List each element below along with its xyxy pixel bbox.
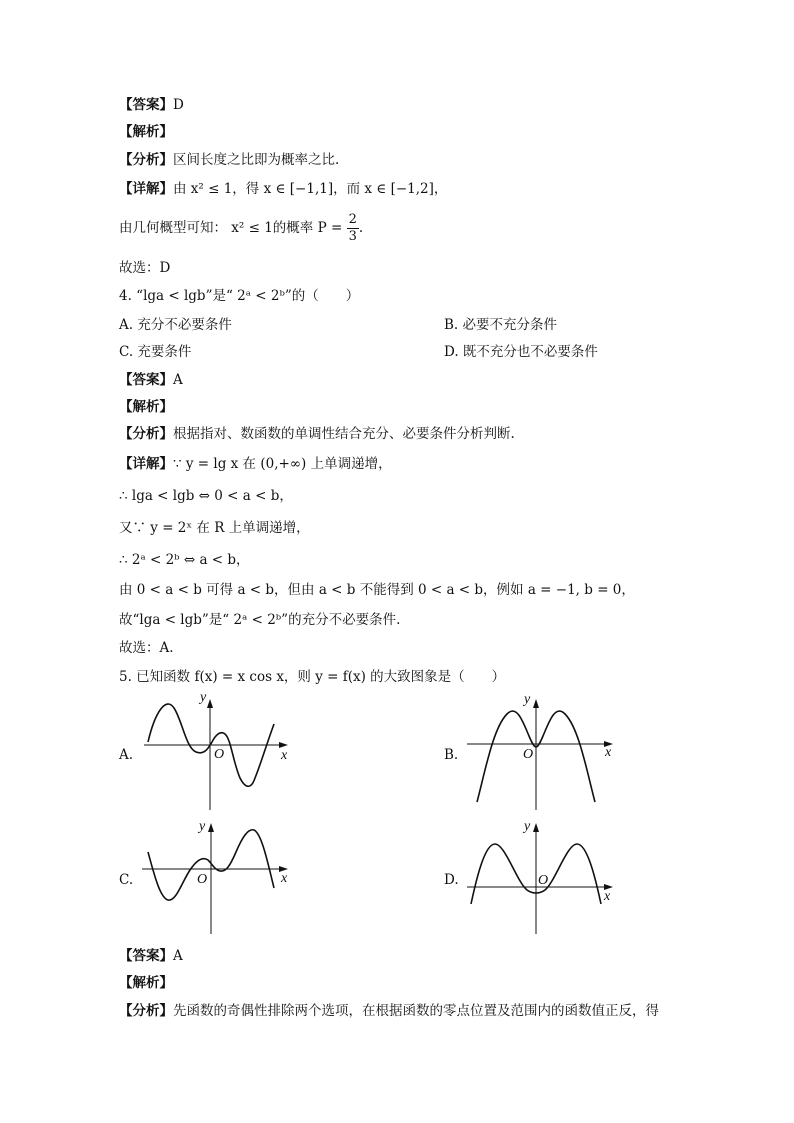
y-axis-label: y: [524, 819, 531, 834]
graph-a-label: A.: [119, 747, 134, 763]
q4-step-3: ∴ 2ᵃ < 2ᵇ ⇔ a < b，: [119, 552, 250, 568]
q4-analysis-tag: 【解析】: [119, 399, 173, 415]
answer-value: A: [173, 948, 183, 964]
q4-step-1: ∴ lga < lgb ⇔ 0 < a < b，: [119, 488, 293, 504]
q3-geometric-probability: [119, 212, 363, 245]
fraction-denominator: 3: [348, 229, 357, 244]
q3-choice: 故选：D: [119, 260, 171, 276]
x-axis-label: x: [604, 889, 611, 904]
origin-label: O: [523, 747, 534, 762]
y-axis-arrow: [533, 823, 539, 832]
origin-label: O: [538, 873, 549, 888]
q4-option-c: C. 充要条件: [119, 344, 192, 360]
q5-analysis-tag: 【解析】: [119, 975, 173, 991]
graph-b: [463, 692, 623, 814]
graph-c-label: C.: [119, 872, 134, 888]
xiangjie-text: 由 x² ≤ 1，得 x ∈ [−1,1]，而 x ∈ [−1,2]，: [173, 181, 448, 197]
q4-step-4: 由 0 < a < b 可得 a < b，但由 a < b 不能得到 0 < a < b，例如 a = −1, b = 0，: [119, 582, 635, 598]
answer-tag: 【答案】: [119, 97, 173, 113]
q4-step-2: 又∵ y = 2ˣ 在 R 上单调递增，: [119, 520, 310, 536]
fraction: [347, 212, 359, 245]
answer-value: A: [173, 372, 183, 388]
q5-answer-line: [119, 947, 183, 965]
q4-step-5: 故“lga < lgb”是“ 2ᵃ < 2ᵇ”的充分不必要条件.: [119, 612, 401, 628]
q4-answer-line: [119, 371, 183, 389]
xiangjie-tag: 【详解】: [119, 456, 173, 472]
y-axis-arrow: [533, 699, 539, 708]
fenxi-text: 区间长度之比即为概率之比.: [173, 152, 340, 168]
geom-prefix: 由几何概型可知： x² ≤ 1的概率 P =: [119, 220, 347, 236]
q4-option-d: D. 既不充分也不必要条件: [444, 344, 598, 360]
y-axis-label: y: [199, 819, 206, 834]
q4-fenxi-line: [119, 425, 515, 443]
origin-label: O: [197, 872, 208, 887]
graph-b-label: B.: [444, 747, 459, 763]
q4-option-b: B. 必要不充分条件: [444, 317, 558, 333]
xiangjie-text: ∵ y = lg x 在 (0,+∞) 上单调递增，: [173, 456, 392, 472]
graph-a: [138, 692, 298, 814]
fenxi-tag: 【分析】: [119, 426, 173, 442]
q4-stem: 4. “lga < lgb”是“ 2ᵃ < 2ᵇ”的（ ）: [119, 288, 360, 304]
fenxi-tag: 【分析】: [119, 1003, 173, 1019]
q3-answer-line: [119, 96, 184, 114]
q3-xiangjie-line: [119, 180, 447, 198]
y-axis-label: y: [524, 692, 531, 707]
answer-value: D: [173, 97, 184, 113]
fenxi-tag: 【分析】: [119, 152, 173, 168]
fraction-numerator: 2: [348, 212, 357, 227]
q3-fenxi-line: [119, 151, 339, 169]
q5-fenxi-line: [119, 1002, 659, 1020]
graph-d: [463, 816, 623, 938]
xiangjie-tag: 【详解】: [119, 181, 173, 197]
answer-tag: 【答案】: [119, 948, 173, 964]
x-axis-label: x: [281, 748, 288, 763]
geom-suffix: .: [358, 220, 364, 236]
q4-xiangjie-line: [119, 455, 392, 473]
q4-option-a: A. 充分不必要条件: [119, 317, 232, 333]
q5-stem: 5. 已知函数 f(x) = x cos x，则 y = f(x) 的大致图象是（ ）: [119, 669, 506, 685]
y-axis-label: y: [200, 692, 207, 705]
fenxi-text: 先函数的奇偶性排除两个选项，在根据函数的零点位置及范围内的函数值正反，得: [173, 1003, 659, 1019]
fenxi-text: 根据指对、数函数的单调性结合充分、必要条件分析判断.: [173, 426, 515, 442]
x-axis-label: x: [605, 745, 612, 760]
graph-d-label: D.: [444, 872, 459, 888]
answer-tag: 【答案】: [119, 372, 173, 388]
y-axis-arrow: [208, 823, 214, 832]
y-axis-arrow: [207, 699, 213, 708]
x-axis-label: x: [281, 871, 288, 886]
q3-analysis-tag: 【解析】: [119, 124, 173, 140]
q4-choice: 故选：A.: [119, 640, 174, 656]
graph-c: [138, 816, 298, 938]
origin-label: O: [214, 747, 225, 762]
